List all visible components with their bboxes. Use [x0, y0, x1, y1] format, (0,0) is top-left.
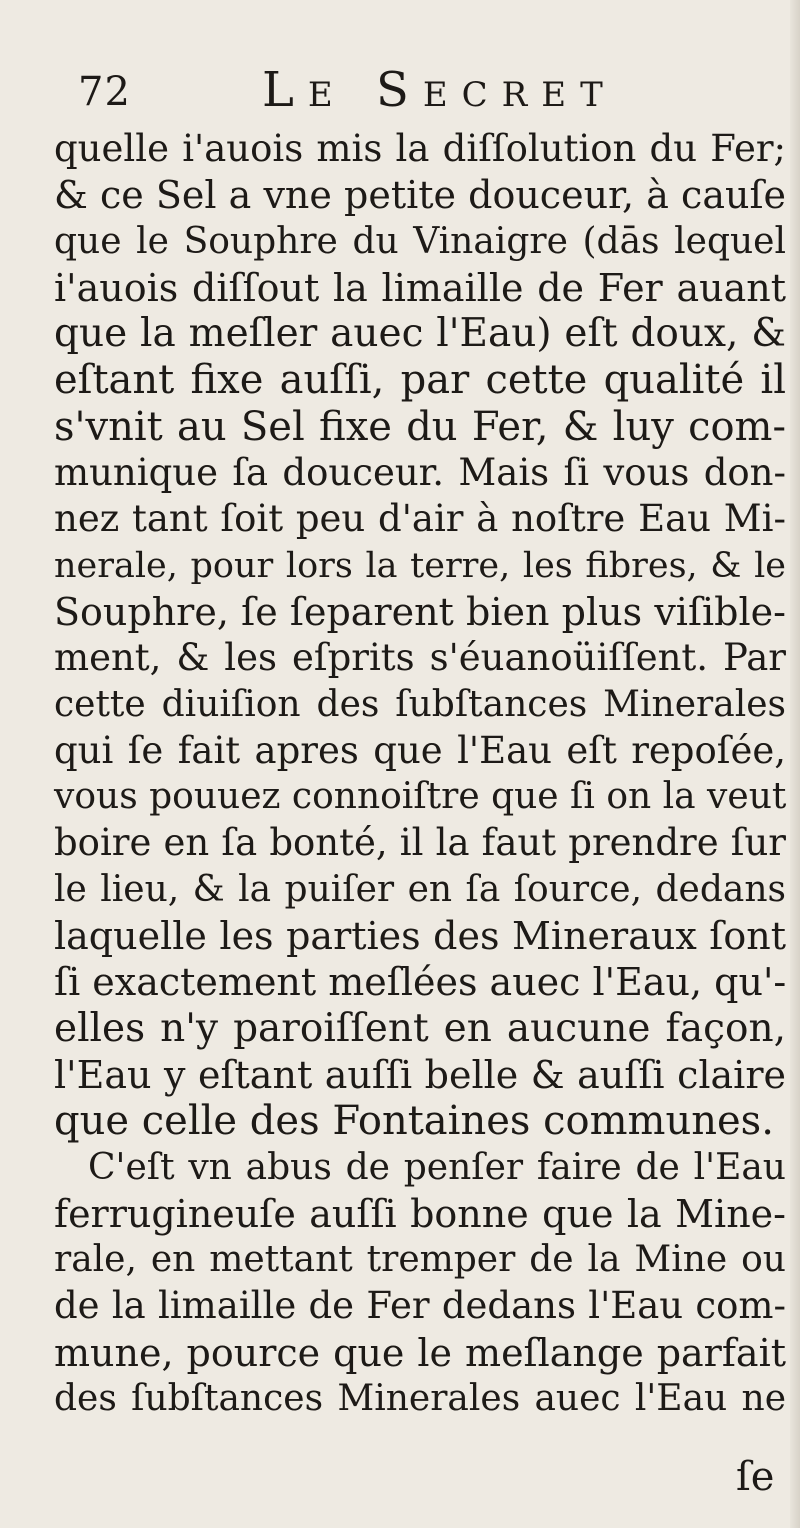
- running-title: Le Secret: [262, 62, 617, 118]
- text-line: que celle des Fontaines communes.: [54, 1098, 774, 1145]
- text-line: ferrugineuſe auſſi bonne que la Mine-: [54, 1191, 786, 1236]
- text-line: ment, & les eſprits s'éuanoüiſſent. Par: [54, 636, 786, 680]
- running-head: [0, 62, 800, 126]
- text-line: de la limaille de Fer dedans l'Eau com-: [54, 1284, 786, 1328]
- text-line: boire en ſa bonté, il la faut prendre ſur: [54, 821, 786, 865]
- text-line: s'vnit au Sel fixe du Fer, & luy com-: [54, 403, 786, 450]
- text-line: qui ſe fait apres que l'Eau eſt repoſée,: [54, 728, 786, 772]
- text-line: laquelle les parties des Mineraux ſont: [54, 914, 786, 959]
- text-line: que le Souphre du Vinaigre (dās lequel: [54, 220, 786, 262]
- page-number: 72: [78, 69, 131, 115]
- text-line: nez tant ſoit peu d'air à noſtre Eau Mi-: [54, 497, 786, 541]
- text-line: & ce Sel a vne petite douceur, à cauſe: [54, 173, 786, 218]
- text-line: i'auois diſſout la limaille de Fer auant: [54, 265, 786, 310]
- text-line: cette diuiſion des ſubſtances Minerales: [54, 683, 786, 725]
- text-line: ſi exactement meſlées auec l'Eau, qu'-: [54, 960, 787, 1005]
- text-line: elles n'y paroiſſent en aucune façon,: [54, 1005, 786, 1051]
- text-line: le lieu, & la puiſer en ſa ſource, dedans: [54, 868, 786, 910]
- catchword: ſe: [736, 1454, 775, 1500]
- text-line: que la meſler auec l'Eau) eſt doux, &: [54, 311, 786, 357]
- text-line: Souphre, ſe ſeparent bien plus viſible-: [54, 589, 786, 634]
- page-edge: [790, 0, 800, 1528]
- text-line: mune, pource que le meſlange parfait: [54, 1330, 786, 1375]
- text-line: vous pouuez connoiſtre que ſi on la veut: [54, 776, 787, 818]
- text-line: l'Eau y eſtant auſſi belle & auſſi claire: [54, 1052, 786, 1097]
- text-line: munique ſa douceur. Mais ſi vous don-: [54, 451, 786, 495]
- paragraph-first-line: C'eſt vn abus de penſer faire de l'Eau: [88, 1146, 786, 1188]
- text-line: des ſubſtances Minerales auec l'Eau ne: [54, 1378, 786, 1420]
- text-line: quelle i'auois mis la diſſolution du Fer;: [54, 127, 786, 170]
- body-text: [54, 126, 786, 1422]
- text-line: nerale, pour lors la terre, les fibres, & le: [54, 545, 786, 586]
- text-line: eſtant fixe auſſi, par cette qualité il: [54, 357, 786, 404]
- text-line: rale, en mettant tremper de la Mine ou: [54, 1239, 786, 1281]
